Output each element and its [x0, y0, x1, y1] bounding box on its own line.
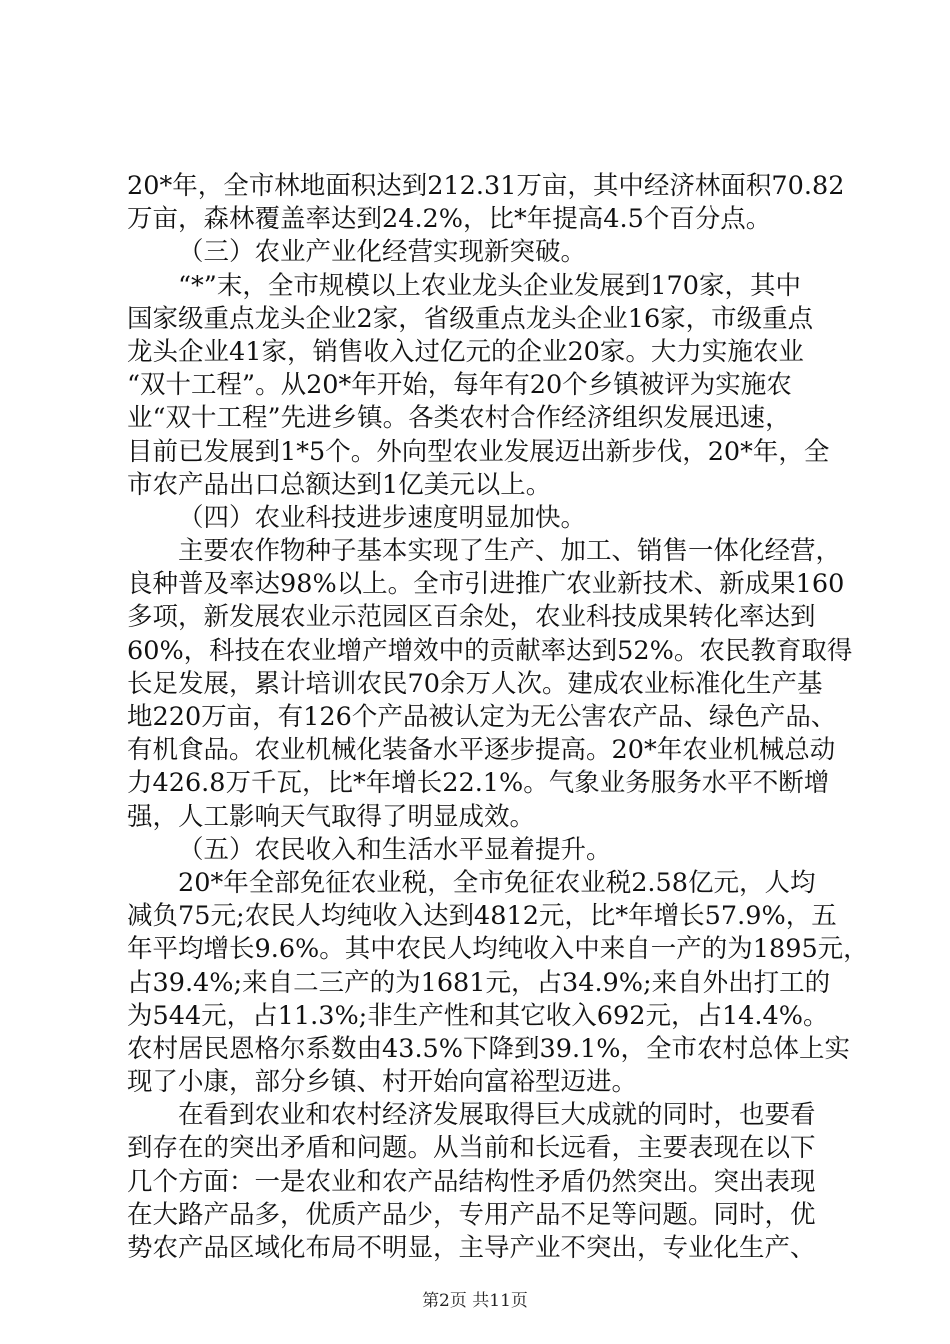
text-line: 占39.4%;来自二三产的为1681元，占34.9%;来自外出打工的	[127, 967, 831, 998]
text-line: 势农产品区域化布局不明显，主导产业不突出，专业化生产、	[127, 1233, 816, 1263]
section-heading: （三）农业产业化经营实现新突破。	[178, 237, 587, 268]
text-line: 长足发展，累计培训农民70余万人次。建成农业标准化生产基	[127, 668, 823, 699]
text-line: 20*年全部免征农业税，全市免征农业税2.58亿元，人均	[178, 867, 816, 898]
text-line: 有机食品。农业机械化装备水平逐步提高。20*年农业机械总动	[127, 735, 836, 766]
text-line: 年平均增长9.6%。其中农民人均纯收入中来自一产的为1895元，	[127, 934, 869, 965]
text-line: “双十工程”。从20*年开始，每年有20个乡镇被评为实施农	[127, 370, 792, 401]
text-line: “*”末，全市规模以上农业龙头企业发展到170家，其中	[178, 270, 801, 301]
text-line: 在看到农业和农村经济发展取得巨大成就的同时，也要看	[178, 1100, 816, 1131]
text-line: 60%，科技在农业增产增效中的贡献率达到52%。农民教育取得	[127, 635, 853, 666]
text-line: 多项，新发展农业示范园区百余处，农业科技成果转化率达到	[127, 602, 816, 633]
text-line: 市农产品出口总额达到1亿美元以上。	[127, 469, 552, 500]
text-line: 主要农作物种子基本实现了生产、加工、销售一体化经营，	[178, 536, 842, 567]
text-line: 为544元，占11.3%;非生产性和其它收入692元，占14.4%。	[127, 1000, 829, 1031]
document-body	[127, 170, 869, 1265]
text-line: 到存在的突出矛盾和问题。从当前和长远看，主要表现在以下	[127, 1133, 816, 1164]
text-line: 地220万亩，有126个产品被认定为无公害农产品、绿色产品、	[127, 702, 837, 732]
text-line: 业“双十工程”先进乡镇。各类农村合作经济组织发展迅速，	[127, 403, 791, 434]
text-line: 在大路产品多，优质产品少，专用产品不足等问题。同时，优	[127, 1199, 816, 1230]
text-line: 几个方面：一是农业和农产品结构性矛盾仍然突出。突出表现	[127, 1166, 816, 1197]
text-line: 国家级重点龙头企业2家，省级重点龙头企业16家，市级重点	[127, 303, 814, 334]
text-line: 减负75元;农民人均纯收入达到4812元，比*年增长57.9%，五	[127, 901, 837, 932]
text-line: 万亩，森林覆盖率达到24.2%，比*年提高4.5个百分点。	[127, 204, 772, 235]
text-line: 强，人工影响天气取得了明显成效。	[127, 801, 536, 832]
page-footer: 第2页 共11页	[422, 1291, 528, 1311]
text-line: 现了小康，部分乡镇、村开始向富裕型迈进。	[127, 1067, 638, 1098]
text-line: 目前已发展到1*5个。外向型农业发展迈出新步伐，20*年，全	[127, 436, 830, 467]
text-line: 良种普及率达98%以上。全市引进推广农业新技术、新成果160	[127, 569, 845, 600]
text-line: 20*年，全市林地面积达到212.31万亩，其中经济林面积70.82	[127, 171, 845, 201]
text-line: 力426.8万千瓦，比*年增长22.1%。气象业务服务水平不断增	[127, 768, 830, 799]
section-heading: （五）农民收入和生活水平显着提升。	[178, 834, 612, 865]
section-heading: （四）农业科技进步速度明显加快。	[178, 502, 587, 533]
text-line: 农村居民恩格尔系数由43.5%下降到39.1%，全市农村总体上实	[127, 1033, 851, 1064]
text-line: 龙头企业41家，销售收入过亿元的企业20家。大力实施农业	[127, 336, 804, 367]
